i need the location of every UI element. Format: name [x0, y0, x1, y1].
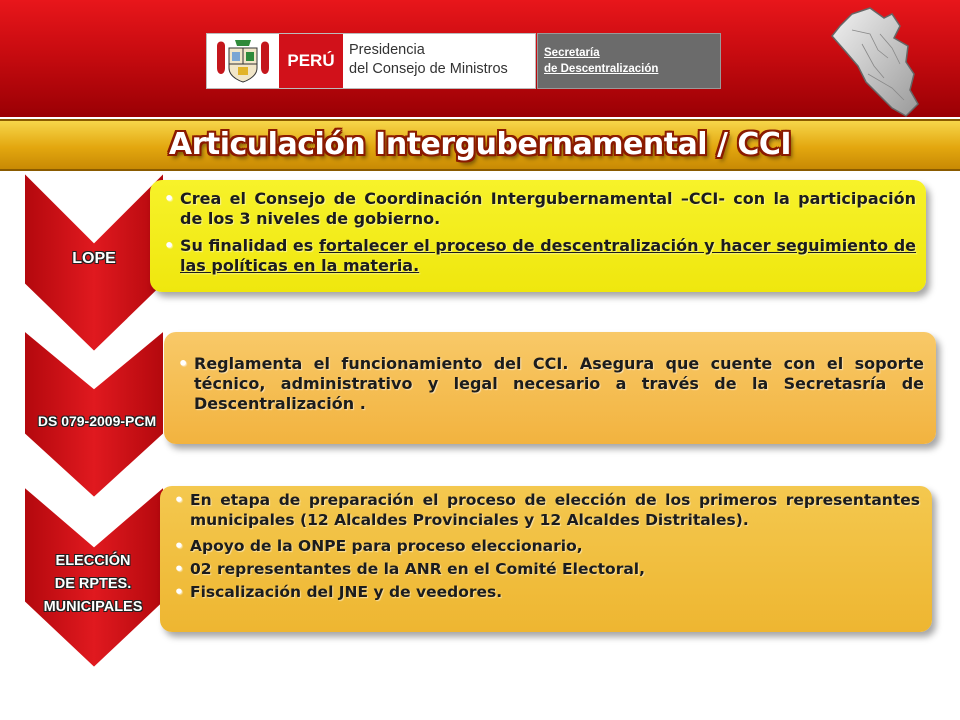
- peru-label: PERÚ: [279, 34, 343, 88]
- row3-bullet3: • 02 representantes de la ANR en el Comité Electoral,: [172, 559, 920, 579]
- presidencia-text: [349, 41, 508, 79]
- presidencia-line1: Presidencia: [349, 42, 425, 58]
- peru-map-icon: [822, 4, 922, 122]
- title-bar: [0, 119, 960, 171]
- row1-bullet2: [162, 236, 916, 276]
- row2-card: [164, 332, 936, 444]
- row3-bullet1: • En etapa de preparación el proceso de elección de los primeros representantes municipales (12 Alcaldes Provinciales y 12 Alcaldes Distritales).: [172, 490, 920, 530]
- page-title: Articulación Intergubernamental / CCI: [168, 127, 792, 162]
- secretaria-box: [537, 33, 721, 89]
- row3-bullet4: • Fiscalización del JNE y de veedores.: [172, 582, 920, 602]
- row3-label-line1: ELECCIÓN: [55, 553, 131, 569]
- row1-bullet2-underlined: fortalecer el proceso de descentralización y hacer seguimiento de las políticas en la materia.: [180, 236, 917, 275]
- pcm-logo: [206, 33, 536, 89]
- row1-card: [150, 180, 926, 292]
- row2-label: DS 079-2009-PCM: [37, 413, 157, 429]
- row3-bullet2: • Apoyo de la ONPE para proceso eleccionario,: [172, 536, 920, 556]
- secretaria-text: [544, 45, 658, 77]
- header-banner: [0, 0, 960, 117]
- secretaria-line2: de Descentralización: [544, 63, 659, 75]
- row3-label-line2: DE RPTES.: [54, 576, 132, 592]
- row2-bullet1: • Reglamenta el funcionamiento del CCI. Asegura que cuente con el soporte técnico, administrativo y legal necesario a través de la Secretasría de Descentralización .: [176, 354, 924, 414]
- row3-card: [160, 486, 932, 632]
- row3-label: [18, 550, 168, 619]
- row1-bullet1: • Crea el Consejo de Coordinación Intergubernamental –CCI- con la participación de los 3 niveles de gobierno.: [162, 189, 916, 229]
- coat-of-arms-icon: [213, 38, 273, 84]
- presidencia-line2: del Consejo de Ministros: [349, 61, 508, 77]
- row1-label: LOPE: [72, 250, 116, 267]
- row3-label-line3: MUNICIPALES: [43, 599, 143, 615]
- row1-bullet2-pre: Su finalidad es: [180, 236, 319, 255]
- secretaria-line1: Secretaría: [544, 47, 600, 59]
